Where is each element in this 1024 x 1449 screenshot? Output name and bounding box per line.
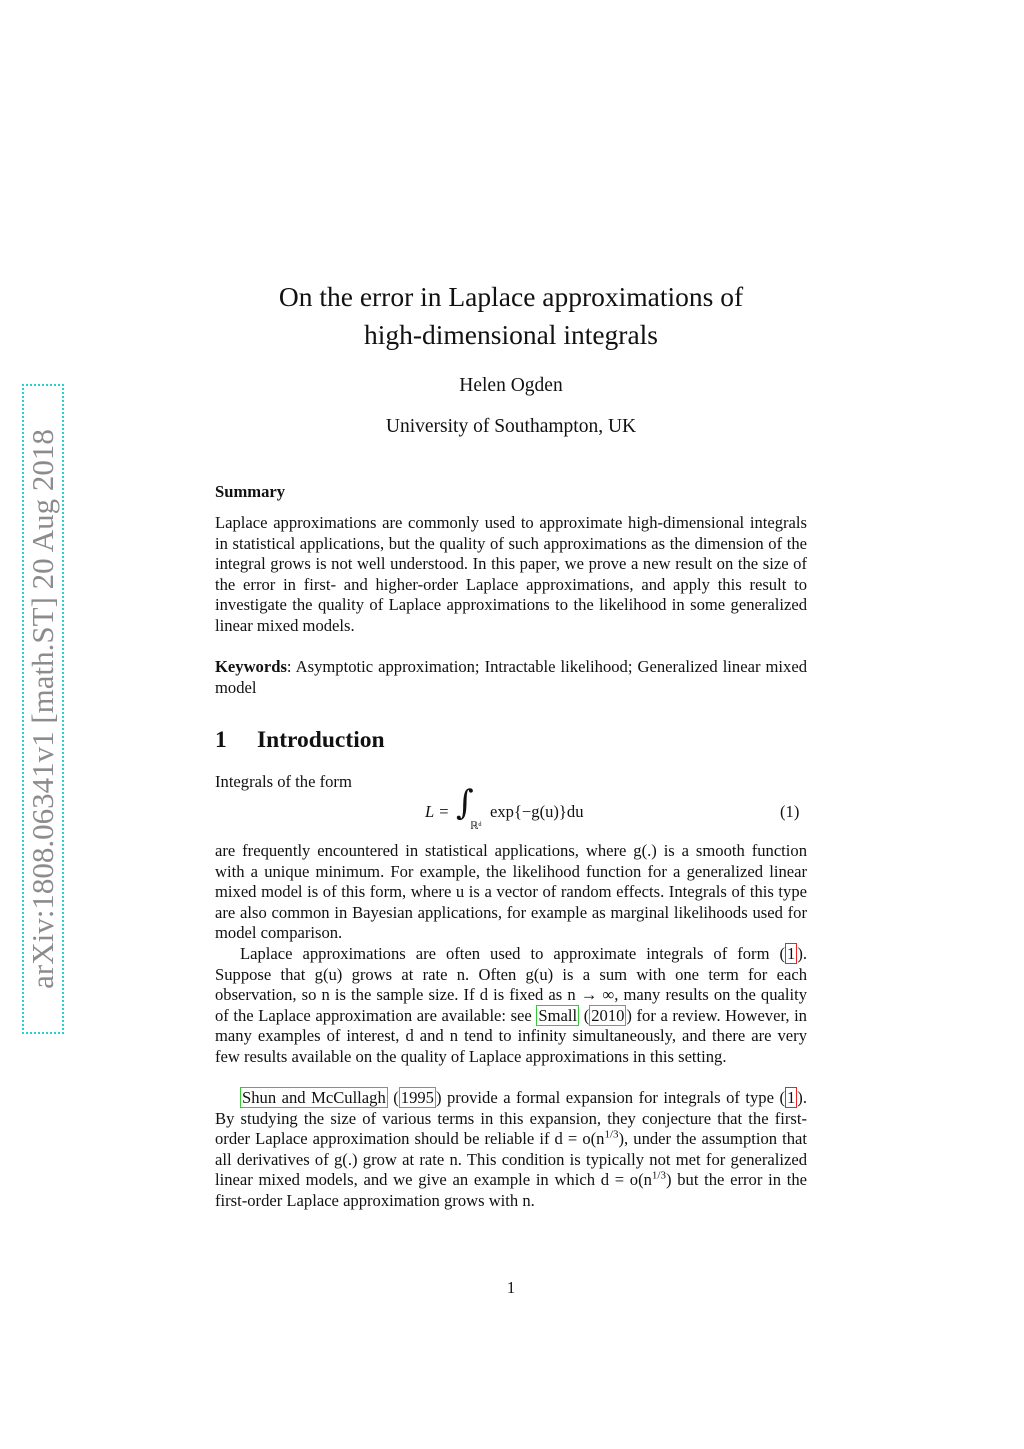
page-number: 1 xyxy=(506,1278,516,1297)
exponent-2: 1/3 xyxy=(651,1169,666,1182)
citation-2010-link[interactable]: 2010 xyxy=(591,1005,625,1025)
para3-text-b: ) provide a formal expansion for integrals of type ( xyxy=(435,1088,785,1107)
equation-ref-link[interactable]: 1 xyxy=(787,944,796,963)
exponent-1: 1/3 xyxy=(604,1128,619,1141)
para2-text-a: Laplace approximations are often used to approximate integrals of form ( xyxy=(240,944,786,963)
summary-body: Laplace approximations are commonly used to approximate high-dimensional integrals in statistical applications, but the quality of such approximations as the dimension of the integral grows is not well understood. In this paper, we prove a new result on the size of the error in first- and higher-order Laplace approximations, and apply this result to investigate the quality of Laplace approximations to the likelihood in some generalized linear mixed models. xyxy=(215,513,807,635)
paragraph-3 xyxy=(215,1088,807,1212)
para3-text-d: ), under the assumption that all derivatives of g(.) grow at rate n. This condition is typically not met for generalized linear mixed models, and we give an example in which d = o(n xyxy=(215,1129,807,1190)
para2-text-c: ( xyxy=(579,1005,590,1025)
title-line-2: high-dimensional integrals xyxy=(363,319,659,350)
citation-small-link[interactable]: Small xyxy=(538,1005,578,1025)
equation-ref-link-2[interactable]: 1 xyxy=(787,1088,796,1107)
paragraph-2 xyxy=(215,944,807,1068)
integral-domain: ℝᵈ xyxy=(470,821,482,832)
citation-1995-link[interactable]: 1995 xyxy=(400,1088,434,1107)
section-title: Introduction xyxy=(257,727,385,753)
equation-lhs xyxy=(425,802,449,822)
summary-heading: Summary xyxy=(215,482,286,501)
author-affiliation: University of Southampton, UK xyxy=(385,416,637,437)
keywords xyxy=(215,657,807,698)
paper-title xyxy=(215,278,807,354)
author-name: Helen Ogden xyxy=(459,375,563,396)
citation-shun-mccullagh-link[interactable]: Shun and McCullagh xyxy=(242,1088,386,1107)
equation-lhs-text: L = xyxy=(425,802,450,821)
keywords-label: Keywords xyxy=(215,657,287,676)
para2-text-b: ). Suppose that g(u) grows at rate n. Often g(u) is a sum with one term for each observation, so n is the sample size. If d is fixed as n → ∞, many results on the quality of the Laplace approximation are available: see xyxy=(215,944,807,1025)
section-heading xyxy=(215,727,385,754)
title-line-1: On the error in Laplace approximations of xyxy=(278,281,744,312)
equation-number: (1) xyxy=(780,802,800,821)
intro-sentence: Integrals of the form xyxy=(215,772,352,791)
integral-sign: ∫ xyxy=(456,783,474,823)
keywords-text: : Asymptotic approximation; Intractable likelihood; Generalized linear mixed model xyxy=(215,657,807,697)
para2-text-d: ) for a review. However, in many examples of interest, d and n tend to infinity simultaneously, and there are very few results available on the quality of Laplace approximations in this setting. xyxy=(215,1005,807,1066)
para3-text-e: ) but the error in the first-order Laplace approximation grows with n. xyxy=(215,1170,807,1210)
section-number: 1 xyxy=(215,727,227,753)
arxiv-identifier[interactable]: arXiv:1808.06341v1 [math.ST] 20 Aug 2018 xyxy=(25,429,60,989)
equation-integrand: exp{−g(u)}du xyxy=(490,802,584,821)
paragraph-1: are frequently encountered in statistical applications, where g(.) is a smooth function with a unique minimum. For example, the likelihood function for a generalized linear mixed model is of this form, where u is a vector of random effects. Integrals of this type are also common in Bayesian applications, for example as marginal likelihoods used for model comparison. xyxy=(215,841,807,943)
para3-text-c: ). By studying the size of various terms in this expansion, they conjecture that the first-order Laplace approximation should be reliable if d = o(n xyxy=(215,1088,807,1149)
para3-text-a: ( xyxy=(387,1088,399,1107)
